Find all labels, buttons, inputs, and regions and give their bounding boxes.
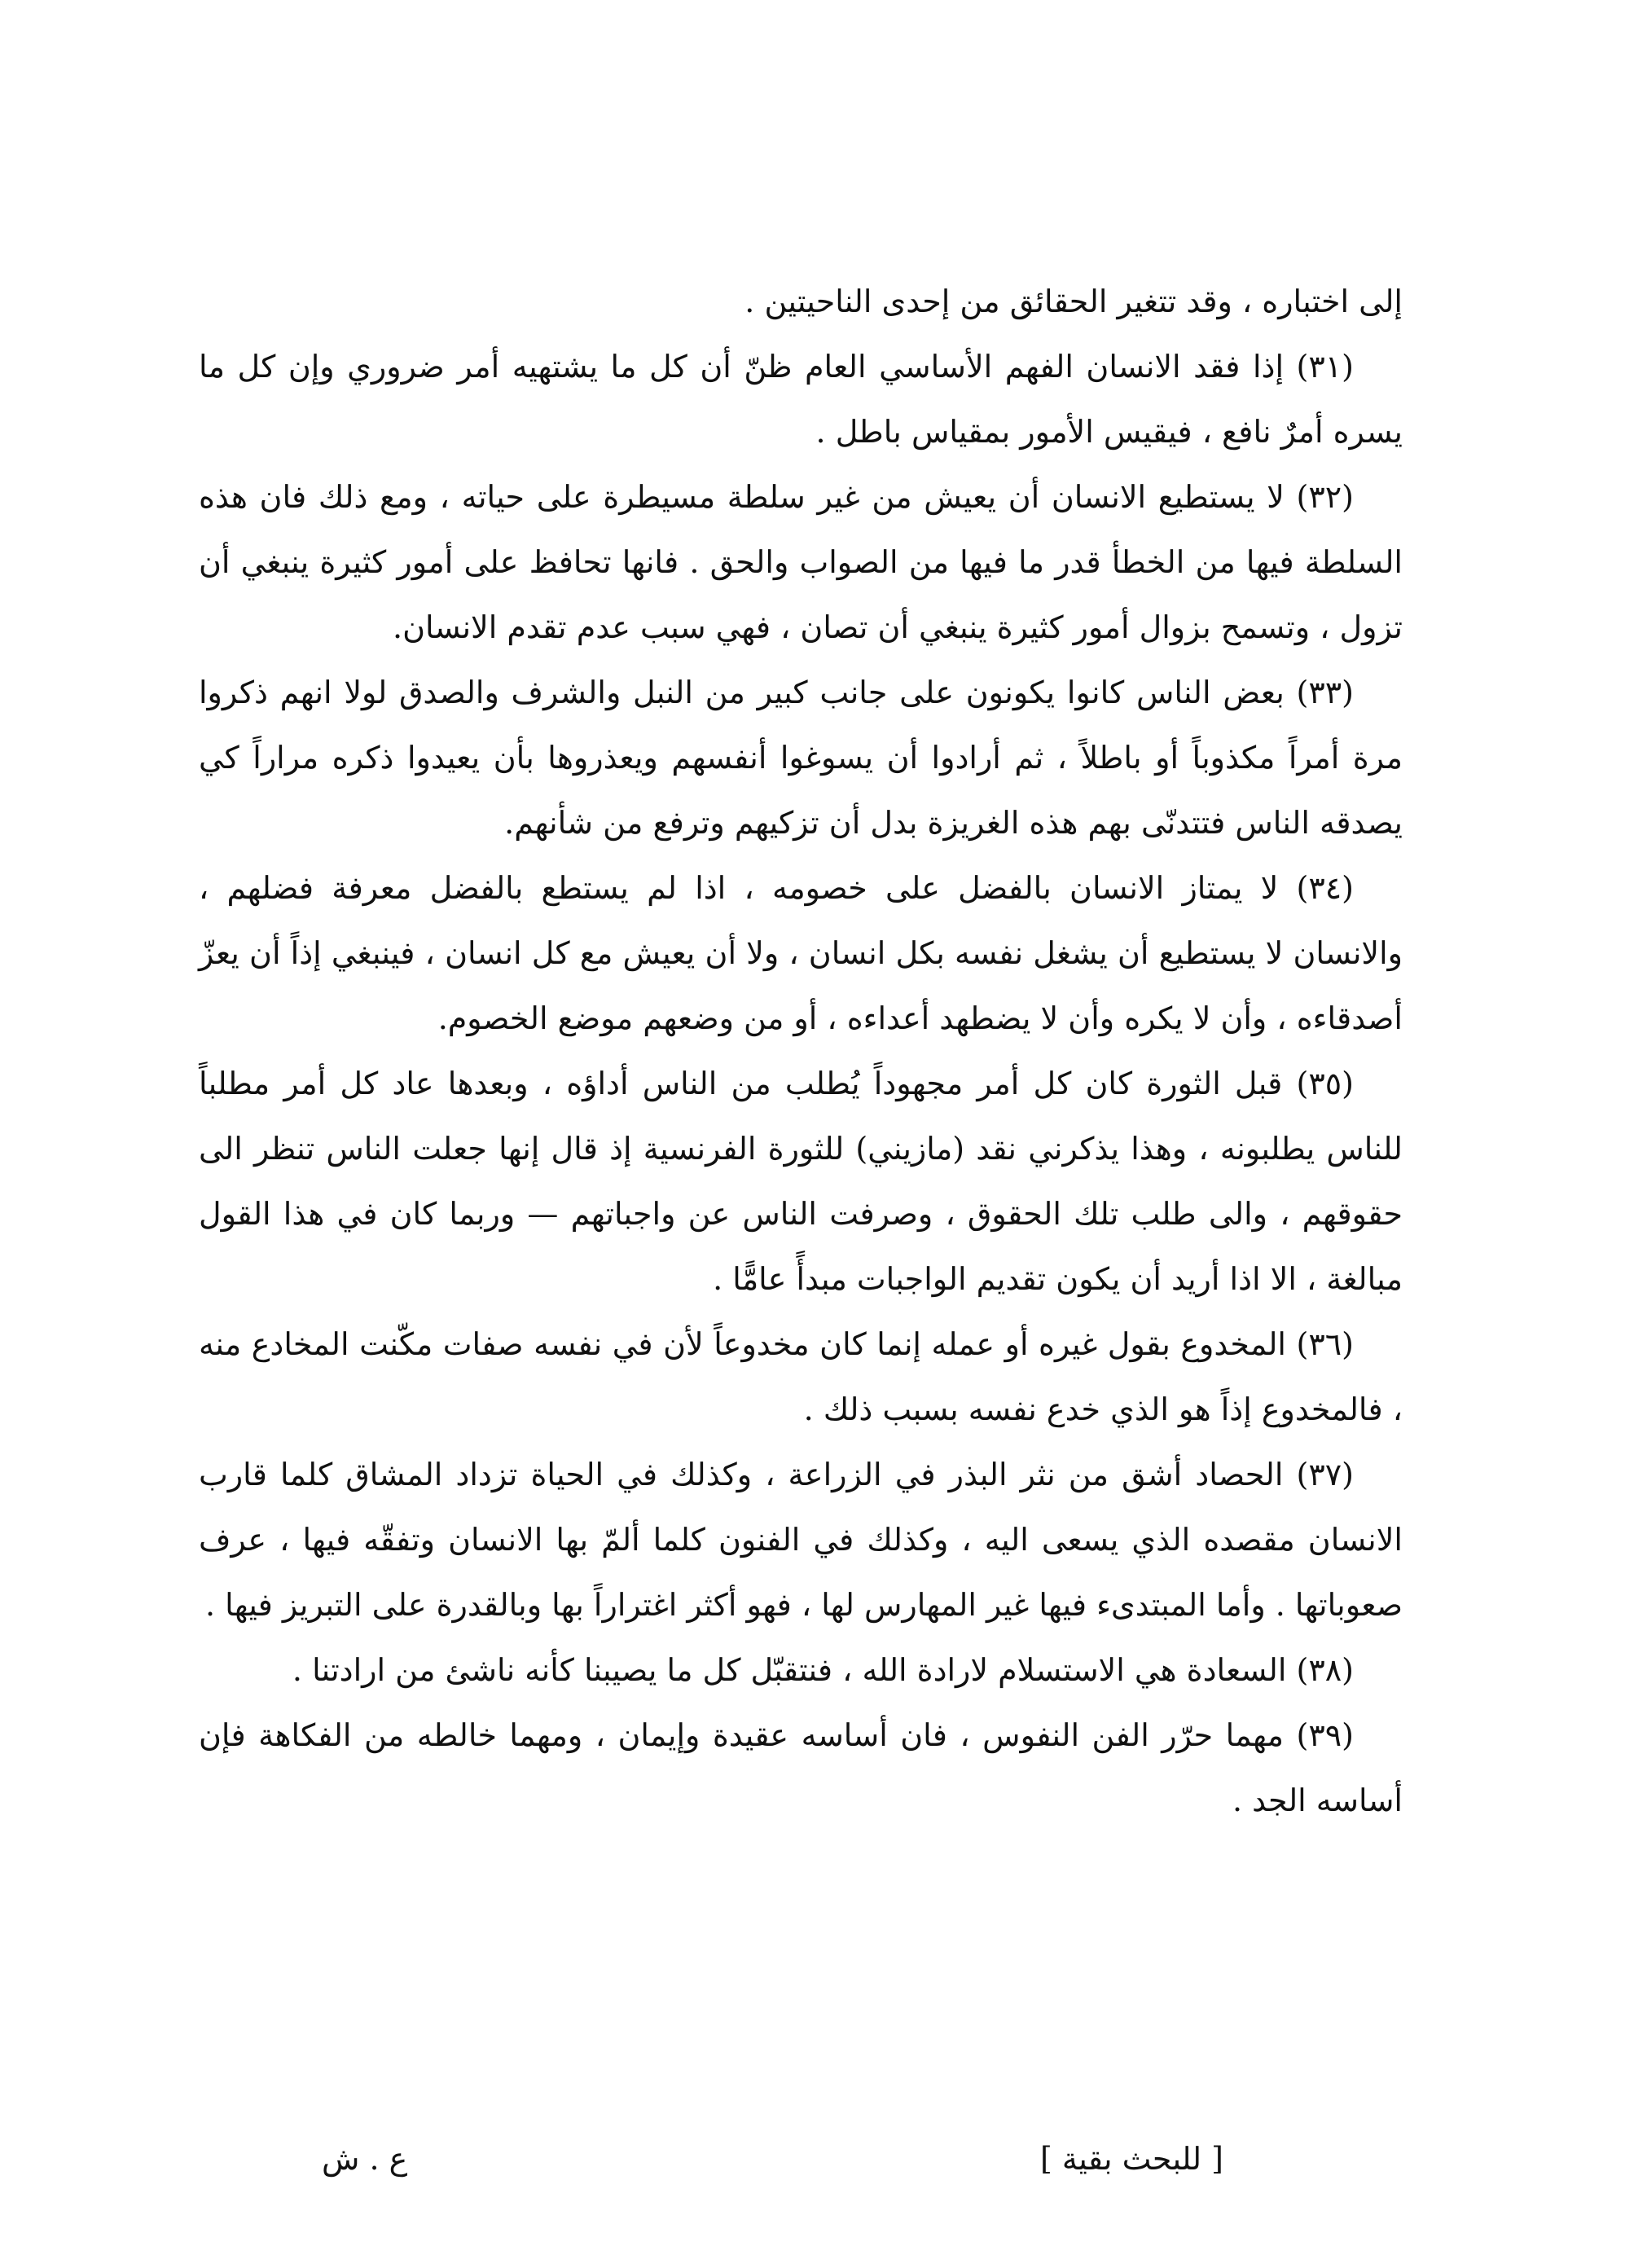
- to-be-continued-note: [ للبحث بقية ]: [1040, 2141, 1223, 2177]
- paragraph-34: (٣٤) لا يمتاز الانسان بالفضل على خصومه ، اذا لم يستطع بالفضل معرفة فضلهم ، والانسان لا يستطيع أن يشغل نفسه بكل انسان ، ولا أن يعيش مع كل انسان ، فينبغي إذاً أن يعزّ أصدقاءه ، وأن لا يكره وأن لا يضطهد أعداءه ، أو من وضعهم موضع الخصوم.: [199, 870, 1403, 1036]
- body-text: [199, 269, 1403, 1833]
- paragraph-32: (٣٢) لا يستطيع الانسان أن يعيش من غير سلطة مسيطرة على حياته ، ومع ذلك فان هذه السلطة فيها من الخطأ قدر ما فيها من الصواب والحق . فانها تحافظ على أمور كثيرة ينبغي أن تزول ، وتسمح بزوال أمور كثيرة ينبغي أن تصان ، فهي سبب عدم تقدم الانسان.: [199, 479, 1403, 645]
- paragraph-37: (٣٧) الحصاد أشق من نثر البذر في الزراعة ، وكذلك في الحياة تزداد المشاق كلما قارب الانسان مقصده الذي يسعى اليه ، وكذلك في الفنون كلما ألمّ بها الانسان وتفقّه فيها ، عرف صعوباتها . وأما المبتدىء فيها غير المهارس لها ، فهو أكثر اغتراراً بها وبالقدرة على التبريز فيها .: [199, 1457, 1403, 1623]
- paragraph-36: (٣٦) المخدوع بقول غيره أو عمله إنما كان مخدوعاً لأن في نفسه صفات مكّنت المخادع منه ، فالمخدوع إذاً هو الذي خدع نفسه بسبب ذلك .: [199, 1326, 1403, 1427]
- page-footer: [0, 2126, 1647, 2191]
- paragraph-38: (٣٨) السعادة هي الاستسلام لارادة الله ، فنتقبّل كل ما يصيبنا كأنه ناشئ من ارادتنا .: [292, 1652, 1354, 1688]
- paragraph-continuation: إلى اختباره ، وقد تتغير الحقائق من إحدى الناحيتين .: [744, 284, 1403, 319]
- paragraph-31: (٣١) إذا فقد الانسان الفهم الأساسي العام ظنّ أن كل ما يشتهيه أمر ضروري وإن كل ما يسره أمرٌ نافع ، فيقيس الأمور بمقياس باطل .: [199, 349, 1403, 450]
- paragraph-33: (٣٣) بعض الناس كانوا يكونون على جانب كبير من النبل والشرف والصدق لولا انهم ذكروا مرة أمراً مكذوباً أو باطلاً ، ثم أرادوا أن يسوغوا أنفسهم ويعذروها بأن يعيدوا ذكره مراراً كي يصدقه الناس فتتدنّى بهم هذه الغريزة بدل أن تزكيهم وترفع من شأنهم.: [199, 675, 1403, 841]
- paragraph-39: (٣٩) مهما حرّر الفن النفوس ، فان أساسه عقيدة وإيمان ، ومهما خالطه من الفكاهة فإن أساسه الجد .: [199, 1717, 1403, 1818]
- author-initials: ع . ش: [322, 2141, 408, 2177]
- paragraph-35: (٣٥) قبل الثورة كان كل أمر مجهوداً يُطلب من الناس أداؤه ، وبعدها عاد كل أمر مطلباً للناس يطلبونه ، وهذا يذكرني نقد (مازيني) للثورة الفرنسية إذ قال إنها جعلت الناس تنظر الى حقوقهم ، والى طلب تلك الحقوق ، وصرفت الناس عن واجباتهم — وربما كان في هذا القول مبالغة ، الا اذا أريد أن يكون تقديم الواجبات مبدأً عامًّا .: [199, 1066, 1403, 1297]
